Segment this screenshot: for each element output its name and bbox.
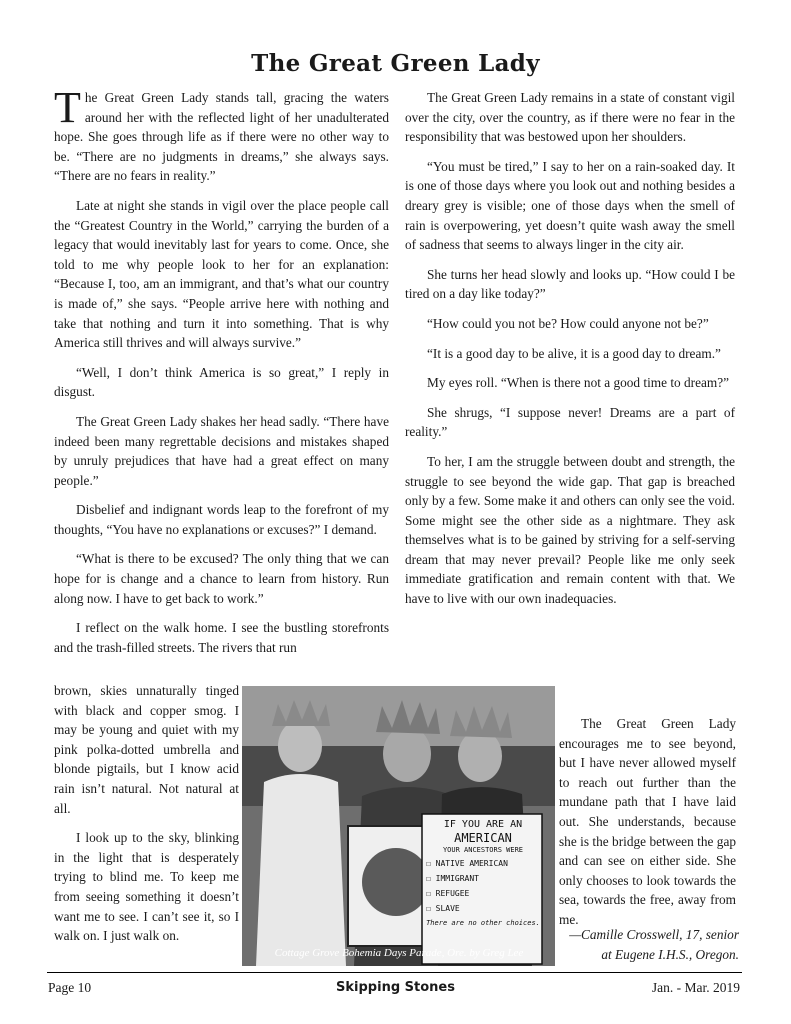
paragraph: Disbelief and indignant words leap to the forefront of my thoughts, “You have no explanations or excuses?” I demand. xyxy=(54,502,389,537)
author-credit xyxy=(559,925,739,964)
right-wrap-column xyxy=(559,714,736,940)
paragraph: “How could you not be? How could anyone not be?” xyxy=(427,315,709,331)
author-credit-line: —Camille Crosswell, 17, senior xyxy=(569,927,739,942)
paragraph: She turns her head slowly and looks up. “How could I be tired on a day like today?” xyxy=(405,266,735,302)
sign-option: NATIVE AMERICAN xyxy=(435,859,508,868)
sign-text: ☐ SLAVE xyxy=(426,904,460,913)
right-column xyxy=(405,88,735,619)
sign-text: ☐ IMMIGRANT xyxy=(426,874,479,883)
footer-divider xyxy=(47,972,742,973)
paragraph: To her, I am the struggle between doubt and strength, the struggle to see beyond the wide gap. That gap is breached only by a few. Some make it and others can only see the void. Some might see the other side as a nightmare. They ask themselves what is to be gained by striving for a self-serving dream that may never prevail? People like me only seek immediate gratification and remain content with that. We have to live with our own inadequacies. xyxy=(405,453,735,607)
paragraph: I reflect on the walk home. I see the bustling storefronts and the trash-filled streets. The rivers that run xyxy=(54,620,389,655)
page-number: Page 10 xyxy=(48,980,92,995)
photo-caption: Cottage Grove Bohemia Days Parade, Ore. by Greg Lee xyxy=(274,947,524,959)
author-credit-line: at Eugene I.H.S., Oregon. xyxy=(601,946,739,962)
sign-text: There are no other choices. xyxy=(426,919,540,927)
sign-option: REFUGEE xyxy=(435,889,470,898)
sign-text: ☐ NATIVE AMERICAN xyxy=(426,859,508,868)
drop-cap: T xyxy=(54,83,81,132)
sign-text: AMERICAN xyxy=(454,831,512,845)
paragraph: brown, skies unnaturally tinged with black and copper smog. I may be young and quiet with my pink polka-dotted umbrella and blonde pigtails, but I know acid rain isn’t natural. Not natural at all. xyxy=(54,683,239,816)
paragraph xyxy=(54,83,389,186)
paragraph: “What is there to be excused? The only thing that we can hope for is change and a chance to learn from history. Run along now. I have to get back to work.” xyxy=(54,551,389,606)
article-title: The Great Green Lady xyxy=(251,50,540,77)
sign-text: IF YOU ARE AN xyxy=(443,819,523,830)
paragraph: I look up to the sky, blinking in the light that is desperately trying to blind me. To keep me from seeing something it doesn’t want me to see. I can’t see it, so I walk on. I just walk on. xyxy=(54,830,239,944)
issue-date: Jan. - Mar. 2019 xyxy=(651,980,740,995)
paragraph: Late at night she stands in vigil over the place people call the “Greatest Country in the World,” carrying the burden of a legacy that would inevitably last for years to come. Once, she told to me why people look to her for an explanation: “Because I, too, am an immigrant, and that’s what our country is made of,” she says. “People arrive here with nothing and take that nothing and turn it into something. That is why America still thrives and will always survive.” xyxy=(54,197,389,351)
parade-photo xyxy=(242,686,555,966)
sign-text: YOUR ANCESTORS WERE xyxy=(442,846,524,854)
sign-text: ☐ REFUGEE xyxy=(426,889,470,898)
paragraph: The Great Green Lady remains in a state of constant vigil over the city, over the country, as if there were no fear in the responsibility that was bestowed upon her shoulders. xyxy=(405,90,735,145)
sign-option: SLAVE xyxy=(435,904,460,913)
paragraph-text: he Great Green Lady stands tall, gracing the waters around her with the reflected light of her unadulterated hope. She goes through life as if there were no other way to be. “There are no judgments in dreams,” she always says. “There are no fears in reality.” xyxy=(54,90,389,184)
paragraph: “It is a good day to be alive, it is a good day to dream.” xyxy=(427,345,721,361)
paragraph: The Great Green Lady encourages me to see beyond, but I have never allowed myself to reach out further than the mundane path that I have laid out. She understands, because she is the bridge between the gap and can see on either side. She only chooses to look towards the sea, towards the free, away from me. xyxy=(559,716,736,927)
paragraph: My eyes roll. “When is there not a good time to dream?” xyxy=(427,375,730,391)
left-wrap-column xyxy=(54,681,239,956)
sign-option: IMMIGRANT xyxy=(435,874,479,883)
left-column xyxy=(54,83,389,667)
paragraph: “You must be tired,” I say to her on a rain-soaked day. It is one of those days where you look out and nothing besides a dreary grey is visible; one of those days when the smell of rain is overpowering, yet doesn’t quite wash away the smell of sadness that seems to always linger in the city air. xyxy=(405,158,735,253)
paragraph: She shrugs, “I suppose never! Dreams are a part of reality.” xyxy=(405,404,735,440)
paragraph: The Great Green Lady shakes her head sadly. “There have indeed been many regrettable decisions and mistakes shaped by unruly prejudices that have had a great effect on many people.” xyxy=(54,413,389,488)
paragraph: “Well, I don’t think America is so great,” I reply in disgust. xyxy=(54,364,389,400)
magazine-name: Skipping Stones xyxy=(336,980,455,995)
